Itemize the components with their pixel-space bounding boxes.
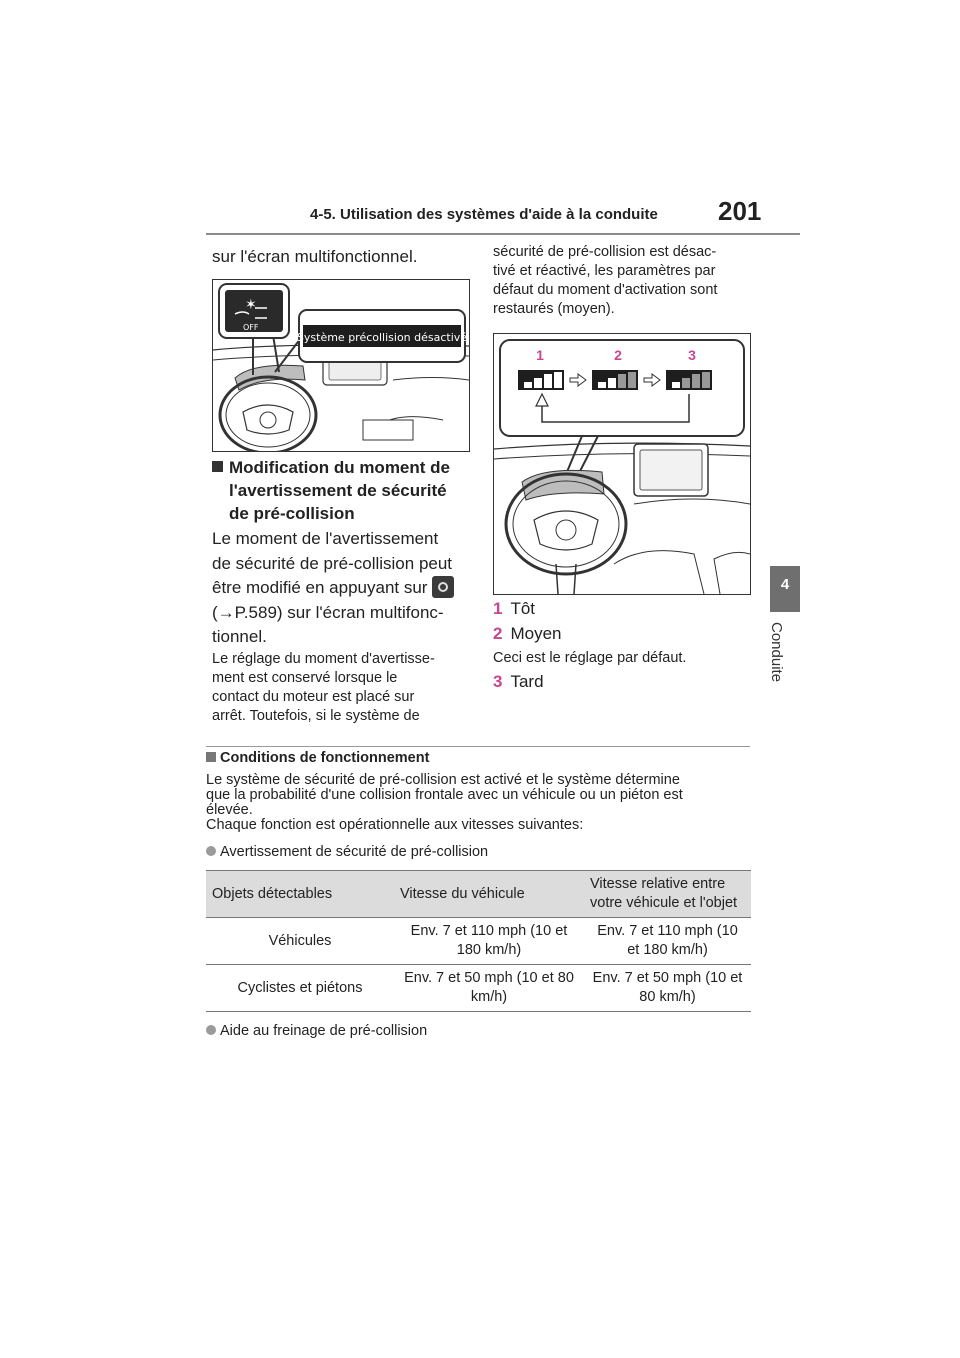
section-separator <box>206 746 750 747</box>
table-cell: Véhicules <box>206 918 394 965</box>
square-bullet-icon <box>212 461 223 472</box>
table-row <box>206 965 751 1012</box>
dashboard-illustration <box>213 280 469 451</box>
square-bullet-icon <box>206 752 216 762</box>
page-number: 201 <box>718 196 762 226</box>
table-cell: Env. 7 et 110 mph (10 et 180 km/h) <box>394 918 584 965</box>
speed-table <box>206 870 751 1012</box>
setting-label-1: 1 <box>536 347 544 363</box>
table-header: Vitesse relative entre votre véhicule et l'objet <box>584 871 751 918</box>
settings-gear-icon <box>432 576 454 598</box>
table-cell: Cyclistes et piétons <box>206 965 394 1012</box>
setting-label-2: 2 <box>614 347 622 363</box>
subheading: Modification du moment de l'avertissement de sécurité de pré-collision <box>212 456 450 525</box>
table-cell: Env. 7 et 50 mph (10 et 80 km/h) <box>584 965 751 1012</box>
table-cell: Env. 7 et 110 mph (10 et 180 km/h) <box>584 918 751 965</box>
setting-label-3: 3 <box>688 347 696 363</box>
list-item: 2 Moyen <box>493 624 562 643</box>
figure-dashboard-off <box>212 279 470 452</box>
list-item: 3 Tard <box>493 672 544 691</box>
chapter-label-wrap <box>768 622 802 722</box>
chapter-label: Conduite <box>768 622 785 683</box>
figure-timing-settings <box>493 333 751 595</box>
intro-line: sur l'écran multifonctionnel. <box>212 247 418 266</box>
off-label: OFF <box>243 323 259 332</box>
table-header: Objets détectables <box>206 871 394 918</box>
circle-bullet-icon <box>206 846 216 856</box>
conditions-text: Le système de sécurité de pré-collision est activé et le système détermine que la probabilité d'une collision frontale avec un véhicule ou un piéton est élevée. Chaque fonction est opérationnelle aux vitesses suivantes: <box>206 772 683 833</box>
conditions-title: Conditions de fonctionnement <box>206 750 429 766</box>
table-row <box>206 918 751 965</box>
circle-bullet-icon <box>206 1025 216 1035</box>
timing-illustration <box>494 334 750 594</box>
header-rule <box>206 233 800 235</box>
callout-text: Système précollision désactivé <box>296 331 468 344</box>
default-note: Ceci est le réglage par défaut. <box>493 650 687 666</box>
svg-text:✶: ✶ <box>245 297 257 313</box>
chapter-number: 4 <box>780 576 790 593</box>
bullet-warning: Avertissement de sécurité de pré-collision <box>206 845 488 860</box>
list-item: 1 Tôt <box>493 599 536 618</box>
bullet-braking: Aide au freinage de pré-collision <box>206 1024 427 1039</box>
paragraph-timing: Le moment de l'avertissement de sécurité de pré-collision peut être modifié en appuyant sur (→P.589) sur l'écran multifonc- tionnel. <box>212 527 472 650</box>
table-header: Vitesse du véhicule <box>394 871 584 918</box>
paragraph-continued: sécurité de pré-collision est désac- tivé et réactivé, les paramètres par défaut du moment d'activation sont restaurés (moyen). <box>493 244 718 317</box>
table-header-row <box>206 871 751 918</box>
table-cell: Env. 7 et 50 mph (10 et 80 km/h) <box>394 965 584 1012</box>
paragraph-retention: Le réglage du moment d'avertisse- ment est conservé lorsque le contact du moteur est placé sur arrêt. Toutefois, si le système de <box>212 651 435 724</box>
section-title: 4-5. Utilisation des systèmes d'aide à la conduite <box>310 206 658 223</box>
